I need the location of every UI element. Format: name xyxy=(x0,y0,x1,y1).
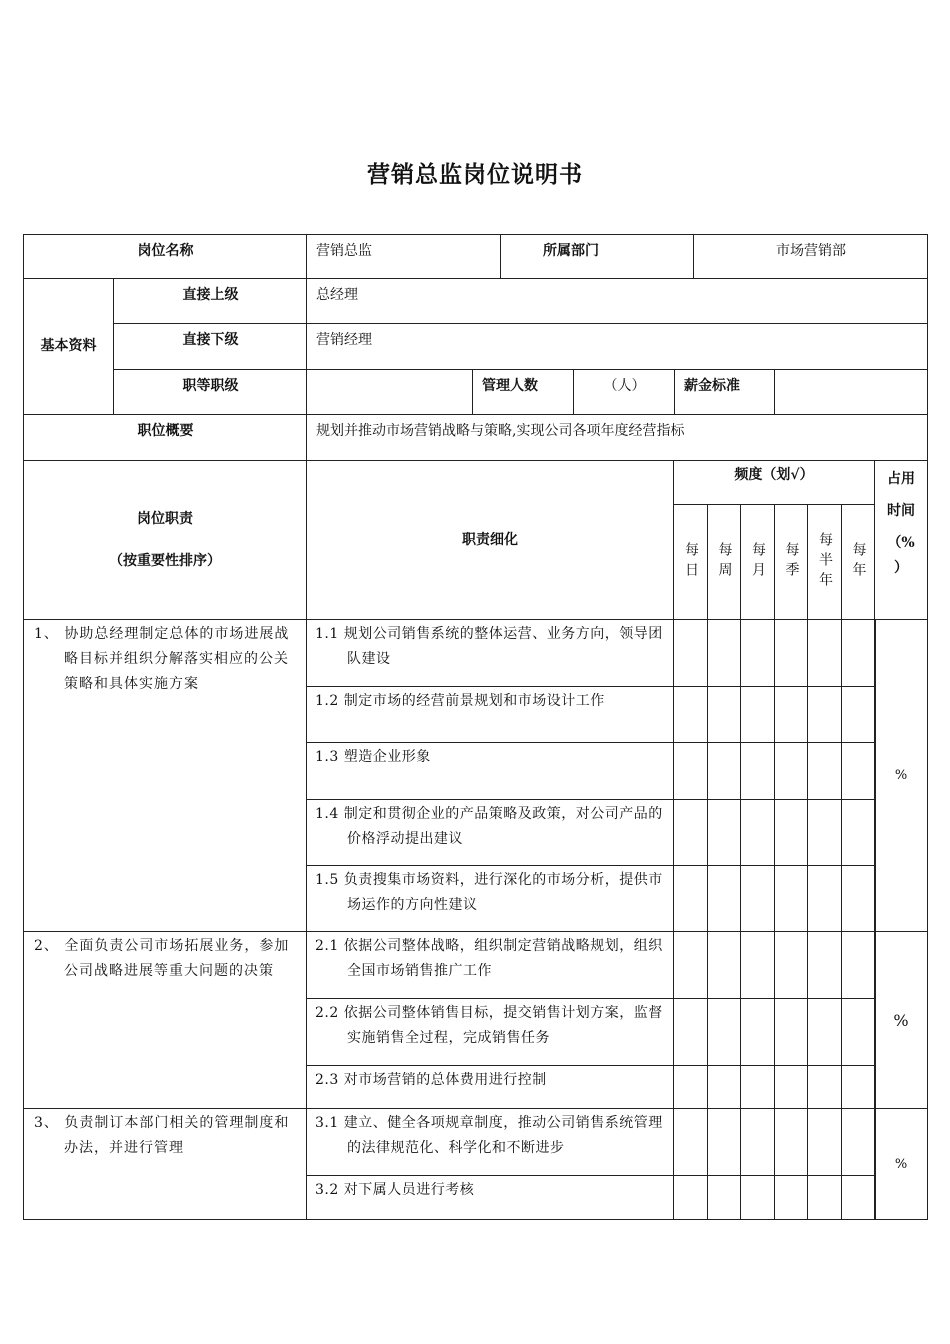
frequency-check-cell[interactable] xyxy=(740,619,775,687)
frequency-check-cell[interactable] xyxy=(673,1108,708,1176)
frequency-check-cell[interactable] xyxy=(841,742,876,800)
time-header-line: ） xyxy=(894,560,908,576)
frequency-check-cell[interactable] xyxy=(807,1175,842,1220)
duty-detail: 1.5 负责搜集市场资料，进行深化的市场分析，提供市场运作的方向性建议 xyxy=(306,865,674,932)
frequency-check-cell[interactable] xyxy=(807,998,842,1066)
frequency-check-cell[interactable] xyxy=(807,1108,842,1176)
duty-item: 3、 负责制订本部门相关的管理制度和办法，并进行管理 xyxy=(23,1108,307,1220)
frequency-check-cell[interactable] xyxy=(774,1175,808,1220)
duty-item: 1、 协助总经理制定总体的市场进展战略目标并组织分解落实相应的公关策略和具体实施方案 xyxy=(23,619,307,932)
frequency-check-cell[interactable] xyxy=(807,865,842,932)
page-title: 营销总监岗位说明书 xyxy=(367,162,583,188)
frequency-check-cell[interactable] xyxy=(673,619,708,687)
duty-detail: 2.1 依据公司整体战略，组织制定营销战略规划，组织全国市场销售推广工作 xyxy=(306,931,674,999)
frequency-check-cell[interactable] xyxy=(707,931,741,999)
time-header-line: （% xyxy=(887,535,915,551)
freq-col-label: 每年 xyxy=(850,542,867,582)
freq-col-label: 每月 xyxy=(750,542,766,582)
time-header xyxy=(874,460,928,620)
frequency-check-cell[interactable] xyxy=(740,1108,775,1176)
freq-col-yearly xyxy=(841,504,875,620)
frequency-check-cell[interactable] xyxy=(673,686,708,743)
frequency-check-cell[interactable] xyxy=(740,686,775,743)
post-name-value: 营销总监 xyxy=(306,234,501,279)
duty-detail: 1.3 塑造企业形象 xyxy=(306,742,674,800)
frequency-check-cell[interactable] xyxy=(673,865,708,932)
summary-value: 规划并推动市场营销战略与策略,实现公司各项年度经营指标 xyxy=(306,414,928,461)
duty-detail: 1.1 规划公司销售系统的整体运营、业务方向，领导团队建设 xyxy=(306,619,674,687)
frequency-check-cell[interactable] xyxy=(707,686,741,743)
frequency-check-cell[interactable] xyxy=(841,799,876,866)
dept-label: 所属部门 xyxy=(500,234,694,279)
frequency-check-cell[interactable] xyxy=(841,865,876,932)
frequency-check-cell[interactable] xyxy=(774,799,808,866)
duty-detail: 2.3 对市场营销的总体费用进行控制 xyxy=(306,1065,674,1109)
frequency-check-cell[interactable] xyxy=(707,865,741,932)
frequency-check-cell[interactable] xyxy=(673,799,708,866)
duty-header-label: 岗位职责 xyxy=(137,511,193,527)
frequency-check-cell[interactable] xyxy=(774,1065,808,1109)
frequency-check-cell[interactable] xyxy=(807,686,842,743)
frequency-check-cell[interactable] xyxy=(841,998,876,1066)
dept-value: 市场营销部 xyxy=(693,234,928,279)
time-percent: % xyxy=(874,619,928,932)
summary-label: 职位概要 xyxy=(23,414,307,461)
frequency-check-cell[interactable] xyxy=(707,619,741,687)
freq-col-label: 每半年 xyxy=(817,532,833,592)
duty-header xyxy=(23,460,307,620)
subordinate-label: 直接下级 xyxy=(113,323,307,370)
frequency-check-cell[interactable] xyxy=(740,865,775,932)
frequency-check-cell[interactable] xyxy=(740,931,775,999)
subordinate-value: 营销经理 xyxy=(306,323,928,370)
frequency-check-cell[interactable] xyxy=(807,931,842,999)
frequency-check-cell[interactable] xyxy=(841,619,876,687)
freq-col-label: 每季 xyxy=(783,542,800,582)
frequency-check-cell[interactable] xyxy=(673,1175,708,1220)
freq-col-weekly xyxy=(707,504,741,620)
frequency-check-cell[interactable] xyxy=(673,998,708,1066)
freq-col-quarterly xyxy=(774,504,808,620)
freq-col-label: 每周 xyxy=(716,542,733,582)
frequency-check-cell[interactable] xyxy=(707,1108,741,1176)
grade-value xyxy=(306,369,473,415)
duty-detail: 2.2 依据公司整体销售目标，提交销售计划方案，监督实施销售全过程，完成销售任务 xyxy=(306,998,674,1066)
frequency-check-cell[interactable] xyxy=(807,619,842,687)
salary-value xyxy=(774,369,928,415)
superior-label: 直接上级 xyxy=(113,278,307,324)
frequency-check-cell[interactable] xyxy=(774,742,808,800)
salary-label: 薪金标准 xyxy=(674,369,775,415)
time-percent: % xyxy=(874,1108,928,1220)
frequency-check-cell[interactable] xyxy=(841,686,876,743)
freq-col-monthly xyxy=(740,504,775,620)
time-percent: % xyxy=(874,931,928,1109)
frequency-check-cell[interactable] xyxy=(740,998,775,1066)
frequency-check-cell[interactable] xyxy=(740,1175,775,1220)
frequency-check-cell[interactable] xyxy=(774,998,808,1066)
freq-col-half-yearly xyxy=(807,504,842,620)
frequency-check-cell[interactable] xyxy=(841,931,876,999)
duty-detail: 1.4 制定和贯彻企业的产品策略及政策，对公司产品的价格浮动提出建议 xyxy=(306,799,674,866)
detail-header: 职责细化 xyxy=(306,460,674,620)
time-header-line: 占用 xyxy=(887,471,915,487)
frequency-check-cell[interactable] xyxy=(740,1065,775,1109)
frequency-check-cell[interactable] xyxy=(807,799,842,866)
frequency-check-cell[interactable] xyxy=(774,1108,808,1176)
frequency-check-cell[interactable] xyxy=(774,931,808,999)
time-header-line: 时间 xyxy=(887,503,915,519)
frequency-check-cell[interactable] xyxy=(673,742,708,800)
frequency-check-cell[interactable] xyxy=(774,865,808,932)
duty-detail: 3.1 建立、健全各项规章制度，推动公司销售系统管理的法律规范化、科学化和不断进步 xyxy=(306,1108,674,1176)
frequency-check-cell[interactable] xyxy=(807,742,842,800)
frequency-check-cell[interactable] xyxy=(707,742,741,800)
frequency-check-cell[interactable] xyxy=(707,998,741,1066)
duty-detail: 1.2 制定市场的经营前景规划和市场设计工作 xyxy=(306,686,674,743)
headcount-label: 管理人数 xyxy=(472,369,574,415)
freq-col-label: 每日 xyxy=(683,542,699,582)
frequency-check-cell[interactable] xyxy=(707,1175,741,1220)
duty-item: 2、 全面负责公司市场拓展业务，参加公司战略进展等重大问题的决策 xyxy=(23,931,307,1109)
frequency-check-cell[interactable] xyxy=(841,1065,876,1109)
grade-label: 职等职级 xyxy=(113,369,307,415)
frequency-check-cell[interactable] xyxy=(841,1108,876,1176)
duty-detail: 3.2 对下属人员进行考核 xyxy=(306,1175,674,1220)
headcount-value: （人） xyxy=(573,369,675,415)
frequency-check-cell[interactable] xyxy=(707,1065,741,1109)
frequency-check-cell[interactable] xyxy=(673,931,708,999)
frequency-check-cell[interactable] xyxy=(707,799,741,866)
frequency-check-cell[interactable] xyxy=(740,799,775,866)
frequency-check-cell[interactable] xyxy=(774,686,808,743)
frequency-check-cell[interactable] xyxy=(841,1175,876,1220)
frequency-check-cell[interactable] xyxy=(774,619,808,687)
frequency-check-cell[interactable] xyxy=(673,1065,708,1109)
post-name-label: 岗位名称 xyxy=(23,234,307,279)
basic-info-label: 基本资料 xyxy=(23,278,114,415)
frequency-check-cell[interactable] xyxy=(807,1065,842,1109)
freq-col-daily xyxy=(673,504,708,620)
frequency-header: 频度（划√） xyxy=(673,460,875,505)
duty-header-sub-label: （按重要性排序） xyxy=(109,553,221,569)
superior-value: 总经理 xyxy=(306,278,928,324)
frequency-check-cell[interactable] xyxy=(740,742,775,800)
